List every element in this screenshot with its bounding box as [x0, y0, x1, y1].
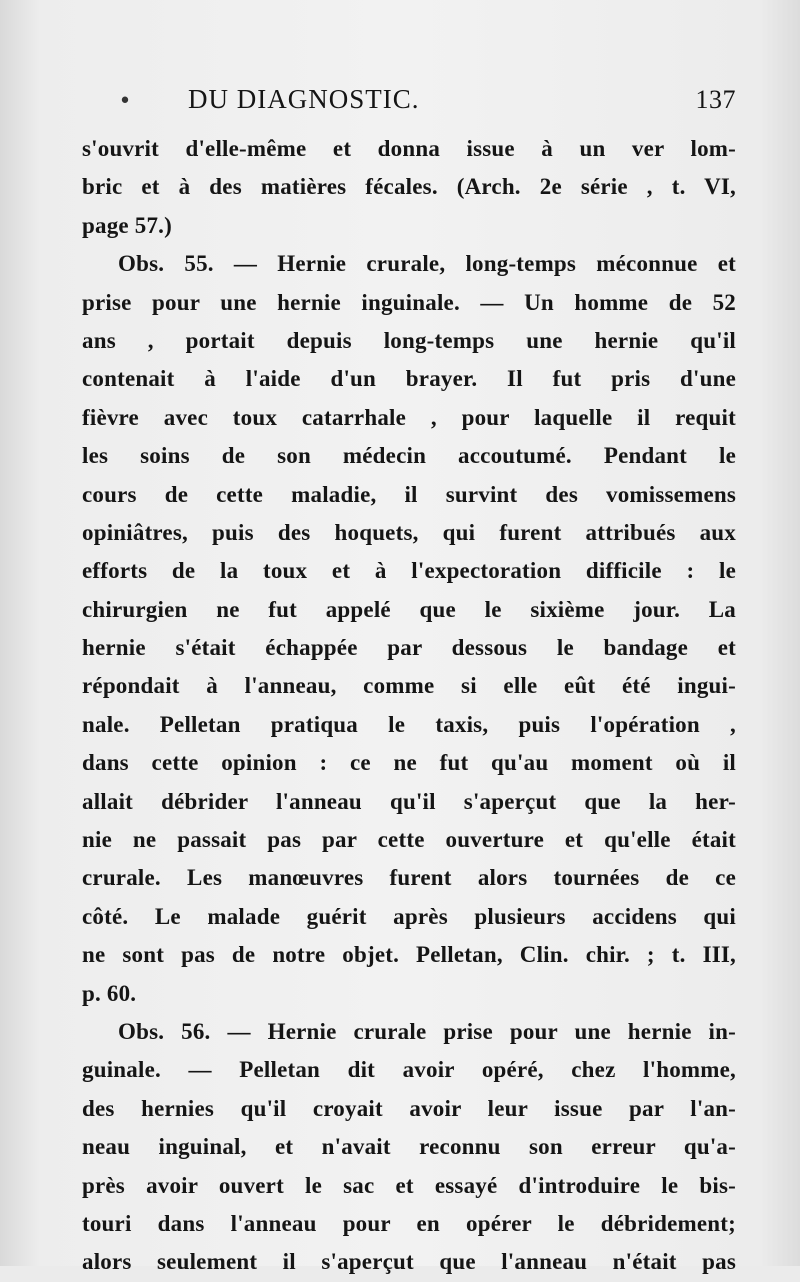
text-line: efforts de la toux et à l'expectoration difficile : le: [82, 558, 736, 584]
text-line: allait débrider l'anneau qu'il s'aperçut que la her-: [82, 788, 736, 814]
text-line: opiniâtres, puis des hoquets, qui furent attribués aux: [82, 519, 736, 545]
text-line: s'ouvrit d'elle-même et donna issue à un ver lom-: [82, 136, 736, 161]
text-line: nie ne passait pas par cette ouverture et qu'elle était: [82, 827, 736, 853]
text-line: fièvre avec toux catarrhale , pour laquelle il requit: [82, 404, 736, 430]
text-line: près avoir ouvert le sac et essayé d'introduire le bis-: [82, 1172, 736, 1198]
text-line: nale. Pelletan pratiqua le taxis, puis l'opération ,: [82, 711, 736, 737]
text-line: alors seulement il s'aperçut que l'anneau n'était pas: [82, 1249, 736, 1275]
text-line: des hernies qu'il croyait avoir leur issue par l'an-: [82, 1095, 736, 1121]
text-line: prise pour une hernie inguinale. — Un homme de 52: [82, 289, 736, 315]
observation-heading-55: Obs. 55. — Hernie crurale, long-temps méconnue et: [118, 251, 736, 277]
text-line: touri dans l'anneau pour en opérer le débridement;: [82, 1210, 736, 1236]
text-line: hernie s'était échappée par dessous le bandage et: [82, 635, 736, 661]
text-block: [82, 84, 736, 1282]
running-title: DU DIAGNOSTIC.: [188, 84, 420, 114]
text-line: page 57.): [82, 212, 172, 238]
page-number: 137: [695, 85, 736, 114]
running-head: [82, 84, 736, 130]
text-line: neau inguinal, et n'avait reconnu son erreur qu'a-: [82, 1134, 736, 1160]
text-line: p. 60.: [82, 980, 137, 1006]
text-line: ans , portait depuis long-temps une hernie qu'il: [82, 327, 736, 353]
text-line: ne sont pas de notre objet. Pelletan, Clin. chir. ; t. III,: [82, 942, 736, 968]
text-line: crurale. Les manœuvres furent alors tournées de ce: [82, 865, 736, 891]
text-line: répondait à l'anneau, comme si elle eût été ingui-: [82, 673, 736, 699]
header-bullet: •: [118, 89, 132, 114]
text-line: les soins de son médecin accoutumé. Pendant le: [82, 443, 736, 469]
text-line: contenait à l'aide d'un brayer. Il fut pris d'une: [82, 366, 736, 392]
text-line: dans cette opinion : ce ne fut qu'au moment où il: [82, 750, 736, 776]
text-line: cours de cette maladie, il survint des vomissemens: [82, 481, 736, 507]
observation-heading-56: Obs. 56. — Hernie crurale prise pour une hernie in-: [118, 1018, 736, 1044]
text-line: guinale. — Pelletan dit avoir opéré, chez l'homme,: [82, 1057, 736, 1083]
text-line: côté. Le malade guérit après plusieurs accidens qui: [82, 903, 736, 929]
text-line: chirurgien ne fut appelé que le sixième jour. La: [82, 596, 736, 622]
text-line: bric et à des matières fécales. (Arch. 2e série , t. VI,: [82, 174, 736, 200]
